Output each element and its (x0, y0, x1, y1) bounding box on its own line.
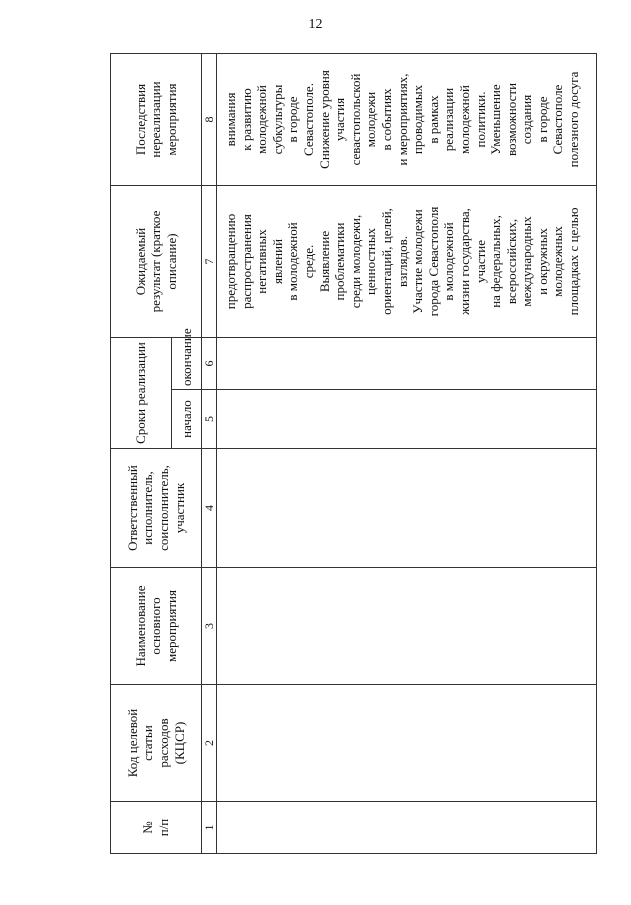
cell-measure-name (217, 568, 597, 685)
rotated-table-container (110, 54, 597, 854)
header-kcsr: Код целевой статьи расходов (КЦСР) (111, 685, 202, 802)
cell-end (217, 337, 597, 389)
cell-start (217, 390, 597, 449)
cell-number (217, 802, 597, 854)
measures-table (110, 53, 597, 854)
column-number: 5 (202, 390, 217, 449)
header-number: № п/п (111, 802, 202, 854)
cell-expected-result: предотвращению распространения негативных явлений в молодежной среде. Выявление проблематики среди молодежи, ценностных ориентаций, целей, взглядов. Участие молодежи города Севастополя в молодежной жизни государства, участие на федеральных, всероссийских, международных и окружных молодежных площадках с целью (217, 185, 597, 337)
header-end: окончание (172, 337, 202, 389)
column-number: 1 (202, 802, 217, 854)
column-number: 2 (202, 685, 217, 802)
header-measure-name: Наименование основного мероприятия (111, 568, 202, 685)
column-number: 4 (202, 449, 217, 568)
header-expected-result: Ожидаемый результат (краткое описание) (111, 185, 202, 337)
header-consequences: Последствия нереализации мероприятия (111, 53, 202, 185)
cell-kcsr (217, 685, 597, 802)
header-implementation-period: Сроки реализации (111, 337, 172, 448)
column-number: 6 (202, 337, 217, 389)
column-number: 8 (202, 53, 217, 185)
header-start: начало (172, 390, 202, 449)
cell-consequences: внимания к развитию молодежной субкультуры в городе Севастополе. Снижение уровня участия севастопольской молодежи в событиях и мероприятиях, проводимых в рамках реализации молодежной политики. Уменьшение возможности создания в городе Севастополе полезного досуга (217, 53, 597, 185)
page-number: 12 (308, 17, 323, 32)
header-responsible: Ответственный исполнитель, соисполнитель, участник (111, 449, 202, 568)
cell-responsible (217, 449, 597, 568)
column-number: 3 (202, 568, 217, 685)
column-number: 7 (202, 185, 217, 337)
